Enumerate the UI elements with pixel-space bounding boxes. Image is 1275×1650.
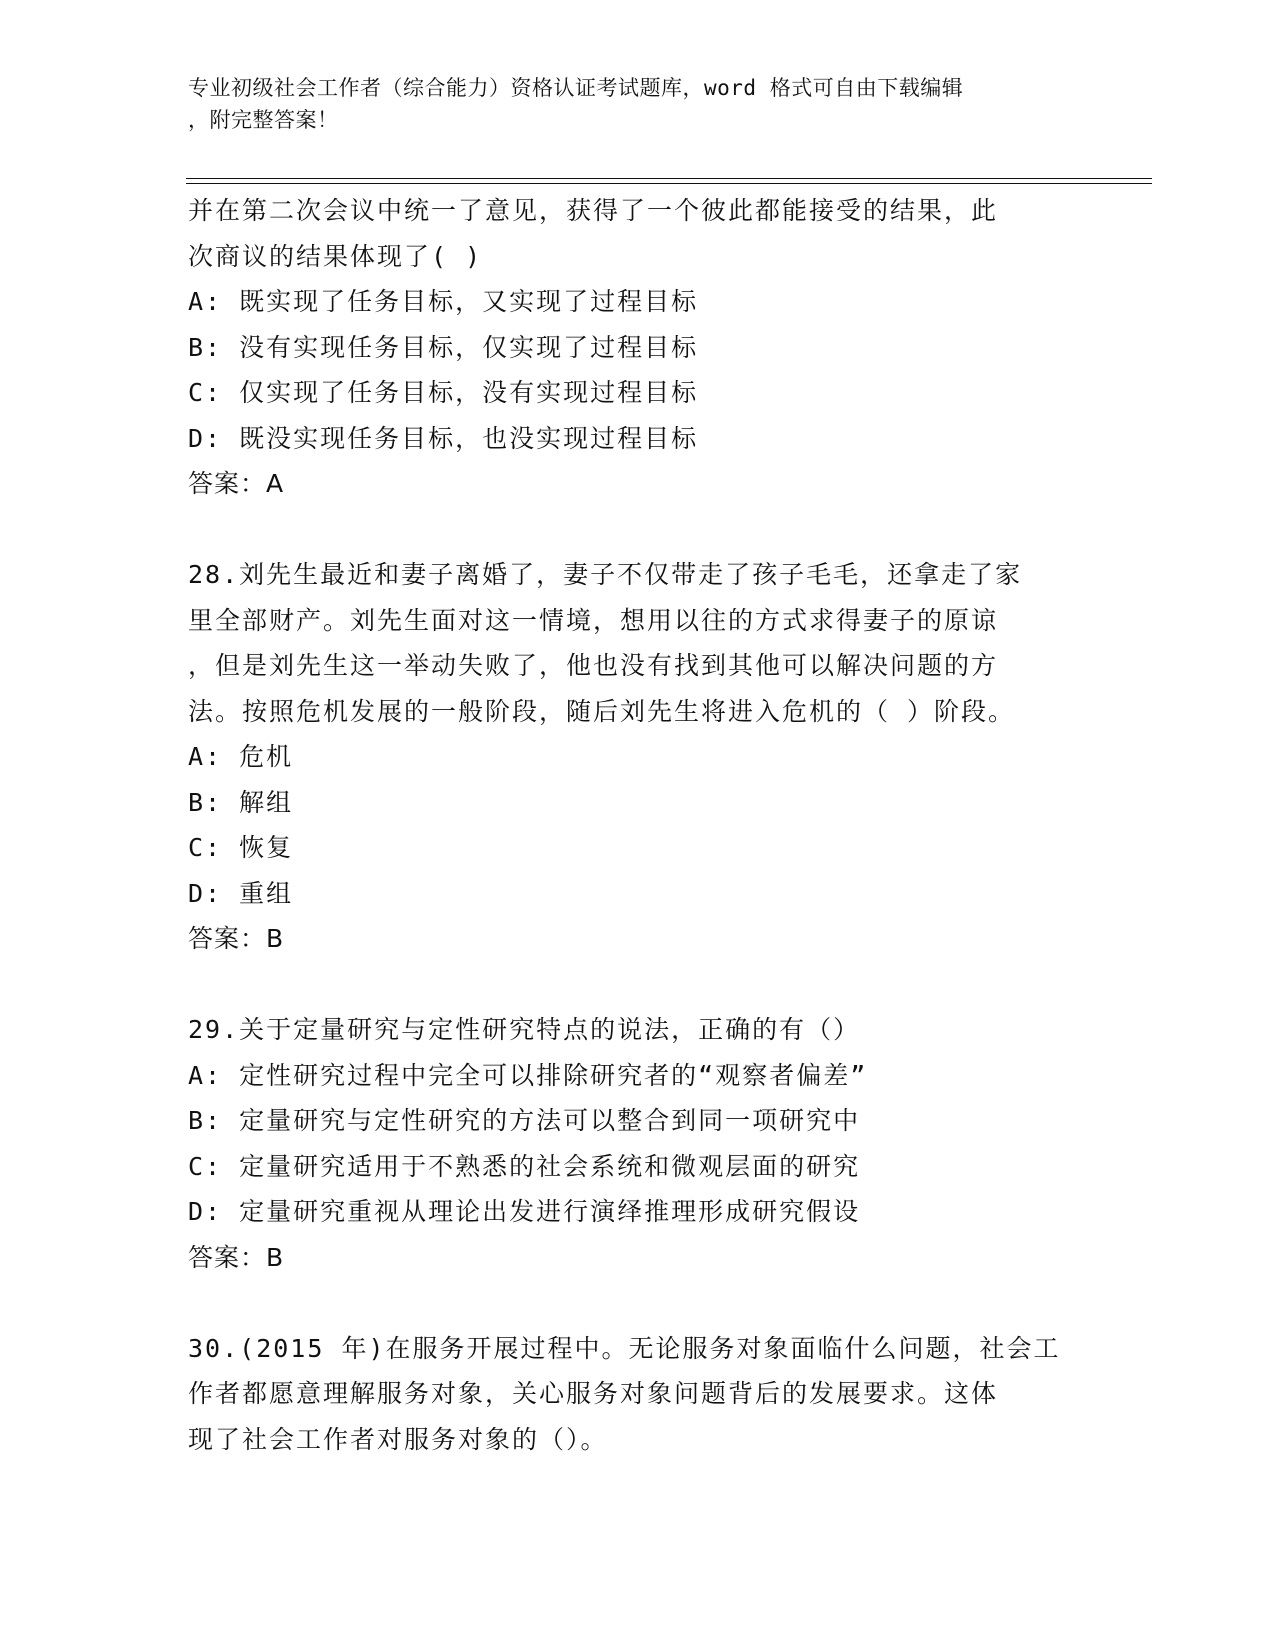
document-body <box>188 188 1128 1462</box>
option-b: B: 解组 <box>188 787 294 817</box>
question-stem-line: 次商议的结果体现了( ) <box>188 241 483 271</box>
option-c: C: 恢复 <box>188 833 294 862</box>
question-stem-line: 29.关于定量研究与定性研究特点的说法，正确的有（） <box>188 1015 861 1044</box>
option-c: C: 定量研究适用于不熟悉的社会系统和微观层面的研究 <box>188 1151 861 1181</box>
header-divider-top <box>186 178 1152 179</box>
header-divider-bottom <box>186 183 1152 184</box>
answer-line: 答案：B <box>188 924 285 953</box>
question-28 <box>188 552 1128 962</box>
question-stem-line: 30.(2015 年)在服务开展过程中。无论服务对象面临什么问题，社会工 <box>188 1333 1061 1363</box>
header-title-line-1: 专业初级社会工作者（综合能力）资格认证考试题库，word 格式可自由下载编辑 <box>188 76 964 100</box>
option-a: A: 定性研究过程中完全可以排除研究者的“观察者偏差” <box>188 1060 868 1090</box>
question-29 <box>188 1007 1128 1280</box>
option-d: D: 定量研究重视从理论出发进行演绎推理形成研究假设 <box>188 1197 861 1226</box>
answer-line: 答案：B <box>188 1242 285 1272</box>
option-c: C: 仅实现了任务目标，没有实现过程目标 <box>188 378 699 407</box>
question-27 <box>188 188 1128 507</box>
option-d: D: 既没实现任务目标，也没实现过程目标 <box>188 423 699 453</box>
question-stem-line: ，但是刘先生这一举动失败了，他也没有找到其他可以解决问题的方 <box>188 651 999 680</box>
question-stem-line: 里全部财产。刘先生面对这一情境，想用以往的方式求得妻子的原谅 <box>188 605 999 635</box>
spacer <box>188 1280 1128 1326</box>
question-stem-line: 作者都愿意理解服务对象，关心服务对象问题背后的发展要求。这体 <box>188 1379 999 1408</box>
option-a: A: 危机 <box>188 742 294 771</box>
header-title-line-2: ，附完整答案！ <box>188 108 339 132</box>
question-30 <box>188 1326 1128 1463</box>
question-stem-line: 28.刘先生最近和妻子离婚了，妻子不仅带走了孩子毛毛，还拿走了家 <box>188 560 1023 589</box>
answer-line: 答案：A <box>188 469 285 498</box>
page-header <box>188 72 1088 136</box>
option-b: B: 定量研究与定性研究的方法可以整合到同一项研究中 <box>188 1106 861 1135</box>
spacer <box>188 507 1128 553</box>
spacer <box>188 962 1128 1008</box>
option-d: D: 重组 <box>188 878 294 908</box>
option-a: A: 既实现了任务目标，又实现了过程目标 <box>188 287 699 316</box>
question-stem-line: 并在第二次会议中统一了意见，获得了一个彼此都能接受的结果，此 <box>188 196 999 225</box>
question-stem-line: 现了社会工作者对服务对象的（）。 <box>188 1424 608 1454</box>
question-stem-line: 法。按照危机发展的一般阶段，随后刘先生将进入危机的（ ）阶段。 <box>188 696 1016 726</box>
option-b: B: 没有实现任务目标，仅实现了过程目标 <box>188 332 699 362</box>
